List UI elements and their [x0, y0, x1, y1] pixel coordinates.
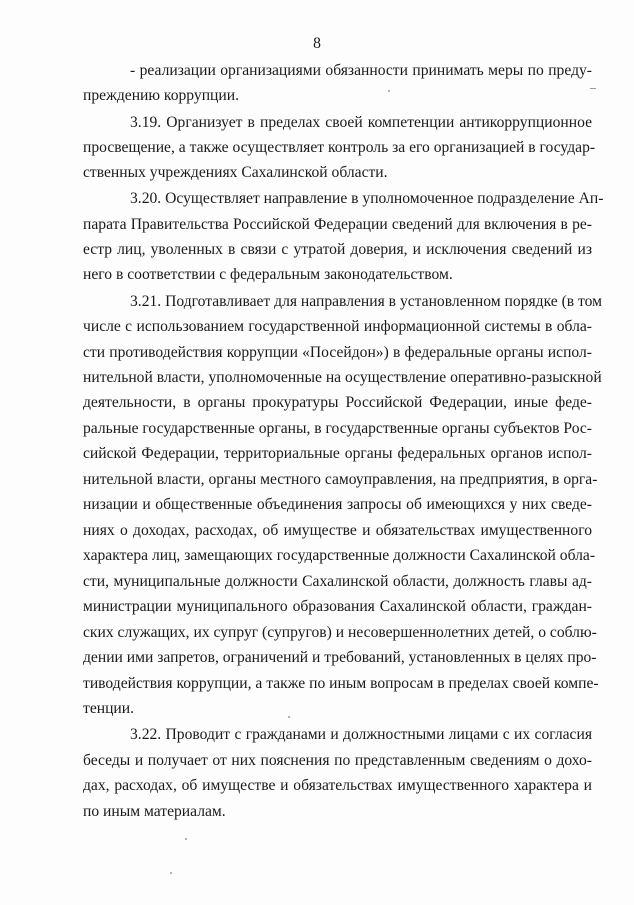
- text-line: нительной власти, уполномоченные на осуществление оперативно-разыскной: [83, 369, 602, 386]
- scan-speck: [388, 90, 390, 92]
- text-line: низации и общественные объединения запросы об имеющихся у них сведе-: [83, 496, 592, 513]
- text-line: числе с использованием государственной информационной системы в обла-: [83, 318, 592, 335]
- page-number: 8: [313, 35, 321, 52]
- text-line: по иным материалам.: [83, 803, 226, 820]
- text-line: характера лиц, замещающих государственные должности Сахалинской обла-: [83, 547, 596, 564]
- scan-speck: [288, 716, 290, 718]
- text-line: дах, расходах, об имуществе и обязательствах имущественного характера и: [83, 777, 592, 794]
- scan-speck: [170, 872, 172, 874]
- text-line: дении ими запретов, ограничений и требований, установленных в целях про-: [83, 649, 597, 666]
- text-line: него в соответствии с федеральным законодательством.: [83, 266, 453, 283]
- text-line: - реализации организациями обязанности принимать меры по преду-: [130, 62, 592, 79]
- text-line: парата Правительства Российской Федерации сведений для включения в ре-: [83, 216, 592, 233]
- text-line: 3.20. Осуществляет направление в уполномоченное подразделение Ап-: [130, 190, 604, 207]
- text-line: преждению коррупции.: [83, 87, 239, 104]
- text-line: ральные государственные органы, в государственные органы субъектов Рос-: [83, 420, 592, 437]
- text-line: министрации муниципального образования Сахалинской области, граждан-: [83, 598, 592, 615]
- text-line: нительной власти, органы местного самоуправления, на предприятия, в орга-: [83, 471, 598, 488]
- scan-speck: [185, 838, 187, 840]
- text-line: 3.22. Проводит с гражданами и должностными лицами с их согласия: [130, 726, 592, 743]
- text-line: тиводействия коррупции, а также по иным вопросам в пределах своей компе-: [83, 675, 599, 692]
- text-line: 3.19. Организует в пределах своей компетенции антикоррупционное: [130, 114, 592, 131]
- text-line: сти противодействия коррупции «Посейдон») в федеральные органы испол-: [83, 344, 592, 361]
- text-line: просвещение, а также осуществляет контроль за его организацией в государ-: [83, 139, 596, 156]
- text-line: ственных учреждениях Сахалинской области.: [83, 164, 388, 181]
- text-line: тенции.: [83, 700, 135, 717]
- scan-speck: [590, 88, 596, 89]
- text-line: беседы и получает от них пояснения по представленным сведениям о дохо-: [83, 752, 592, 769]
- text-line: ниях о доходах, расходах, об имуществе и обязательствах имущественного: [83, 522, 592, 539]
- text-line: сийской Федерации, территориальные органы федеральных органов испол-: [83, 445, 592, 462]
- text-line: 3.21. Подготавливает для направления в установленном порядке (в том: [130, 293, 603, 310]
- text-line: ских служащих, их супруг (супругов) и несовершеннолетних детей, о соблю-: [83, 624, 597, 641]
- text-line: деятельности, в органы прокуратуры Российской Федерации, иные феде-: [83, 394, 592, 411]
- text-line: сти, муниципальные должности Сахалинской области, должность главы ад-: [83, 573, 592, 590]
- text-line: естр лиц, уволенных в связи с утратой доверия, и исключения сведений из: [83, 241, 592, 258]
